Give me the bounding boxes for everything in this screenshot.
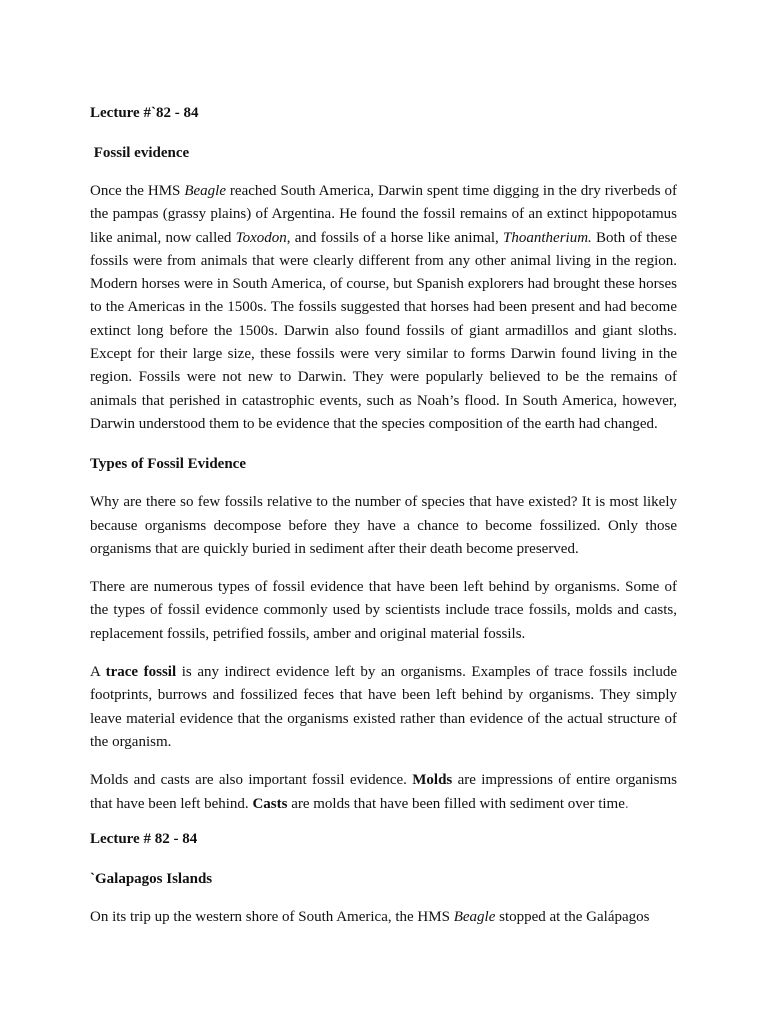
galapagos-paragraph: On its trip up the western shore of South America, the HMS Beagle stopped at the Galápagos: [90, 908, 650, 925]
thoantherium-italic: Thoantherium.: [503, 229, 592, 246]
fossil-evidence-heading: Fossil evidence: [90, 145, 190, 161]
trace-fossil-paragraph: A trace fossil is any indirect evidence left by an organisms. Examples of trace fossils include footprints, burrows and fossilized feces that have been left behind by organisms. They simply leave material evidence that the organisms existed rather than evidence of the actual structure of the organism.: [90, 664, 677, 750]
beagle-italic: Beagle: [184, 183, 226, 199]
fossil-types-paragraph: There are numerous types of fossil evidence that have been left behind by organisms. Some of the types of fossil evidence commonly used by scientists include trace fossils, molds and casts, replacement fossils, petrified fossils, amber and original material fossils.: [90, 579, 677, 642]
casts-term: Casts: [252, 795, 288, 812]
types-heading: Types of Fossil Evidence: [90, 456, 246, 473]
darwin-fossils-paragraph: Once the HMS Beagle reached South America, Darwin spent time digging in the dry riverbeds of the pampas (grassy plains) of Argentina. He found the fossil remains of an extinct hippopotamus like animal, now called Toxodon, and fossils of a horse like animal, Thoantherium. Both of these fossils were from animals that were clearly different from any other animal living in the region. Modern horses were in South America, of course, but Spanish explorers had brought these horses to the Americas in the 1500s. The fossils suggested that horses had been present and had become extinct long before the 1500s. Darwin also found fossils of giant armadillos and giant sloths. Except for their large size, these fossils were very similar to forms Darwin found living in the region. Fossils were not new to Darwin. They were popularly believed to be the remains of animals that perished in catastrophic events, such as Noah’s flood. In South America, however, Darwin understood them to be evidence that the species composition of the earth had changed.: [90, 183, 677, 432]
few-fossils-paragraph: Why are there so few fossils relative to the number of species that have existed? It is most likely because organisms decompose before they have a chance to become fossilized. Only those organisms that are quickly buried in sediment after their death become preserved.: [90, 494, 677, 557]
document-page: [90, 102, 677, 929]
lecture-heading: Lecture #`82 - 84: [90, 105, 199, 121]
trace-fossil-term: trace fossil: [105, 664, 177, 681]
lecture-heading-2: Lecture # 82 - 84: [90, 830, 198, 847]
molds-casts-paragraph: Molds and casts are also important fossil evidence. Molds are impressions of entire organisms that have been left behind. Casts are molds that have been filled with sediment over time.: [90, 772, 677, 812]
molds-term: Molds: [412, 772, 453, 789]
toxodon-italic: Toxodon: [235, 229, 287, 246]
galapagos-heading: `Galapagos Islands: [90, 870, 213, 887]
beagle-italic-2: Beagle: [453, 908, 496, 925]
